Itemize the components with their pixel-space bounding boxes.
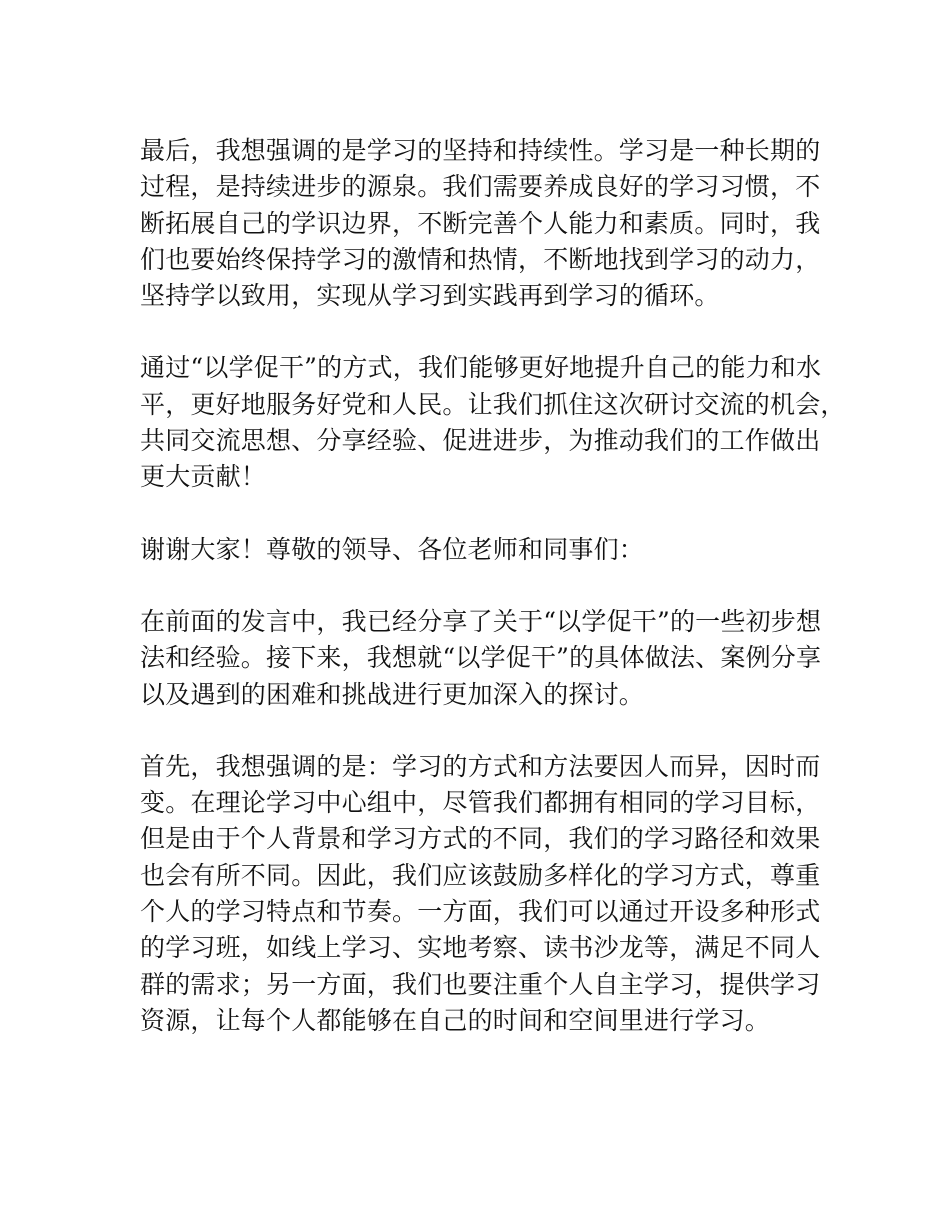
- text-line: 以及遇到的困难和挑战进行更加深入的探讨。: [140, 679, 645, 709]
- text-line: 变。在理论学习中心组中，尽管我们都拥有相同的学习目标，: [140, 788, 821, 818]
- paragraph-greeting: [140, 532, 840, 568]
- text-line: 断拓展自己的学识边界，不断完善个人能力和素质。同时，我: [140, 208, 821, 238]
- text-line: 群的需求；另一方面，我们也要注重个人自主学习，提供学习: [140, 969, 821, 999]
- text-line: 过程，是持续进步的源泉。我们需要养成良好的学习习惯，不: [140, 172, 821, 202]
- text-line: 平，更好地服务好党和人民。让我们抓住这次研讨交流的机会，: [140, 389, 846, 419]
- text-line: 共同交流思想、分享经验、促进进步，为推动我们的工作做出: [140, 426, 821, 456]
- paragraph-learning-methods: [140, 749, 840, 1039]
- text-line: 们也要始终保持学习的激情和热情，不断地找到学习的动力，: [140, 244, 821, 274]
- text-line: 法和经验。接下来，我想就“以学促干”的具体做法、案例分享: [140, 643, 822, 673]
- text-line: 谢谢大家！尊敬的领导、各位老师和同事们：: [140, 534, 645, 564]
- paragraph-introduction: [140, 604, 840, 713]
- text-line: 更大贡献！: [140, 462, 267, 492]
- paragraph-conclusion: [140, 350, 846, 495]
- text-line: 也会有所不同。因此，我们应该鼓励多样化的学习方式，尊重: [140, 860, 821, 890]
- text-line: 的学习班，如线上学习、实地考察、读书沙龙等，满足不同人: [140, 933, 821, 963]
- paragraph-persistence: [140, 133, 840, 314]
- text-line: 个人的学习特点和节奏。一方面，我们可以通过开设多种形式: [140, 897, 821, 927]
- text-line: 通过“以学促干”的方式，我们能够更好地提升自己的能力和水: [140, 353, 822, 383]
- text-line: 资源，让每个人都能够在自己的时间和空间里进行学习。: [140, 1005, 771, 1035]
- text-line: 但是由于个人背景和学习方式的不同，我们的学习路径和效果: [140, 824, 821, 854]
- text-line: 在前面的发言中，我已经分享了关于“以学促干”的一些初步想: [140, 606, 822, 636]
- document-body: [140, 133, 846, 1039]
- text-line: 坚持学以致用，实现从学习到实践再到学习的循环。: [140, 281, 720, 311]
- text-line: 最后，我想强调的是学习的坚持和持续性。学习是一种长期的: [140, 136, 821, 165]
- text-line: 首先，我想强调的是：学习的方式和方法要因人而异，因时而: [140, 751, 821, 781]
